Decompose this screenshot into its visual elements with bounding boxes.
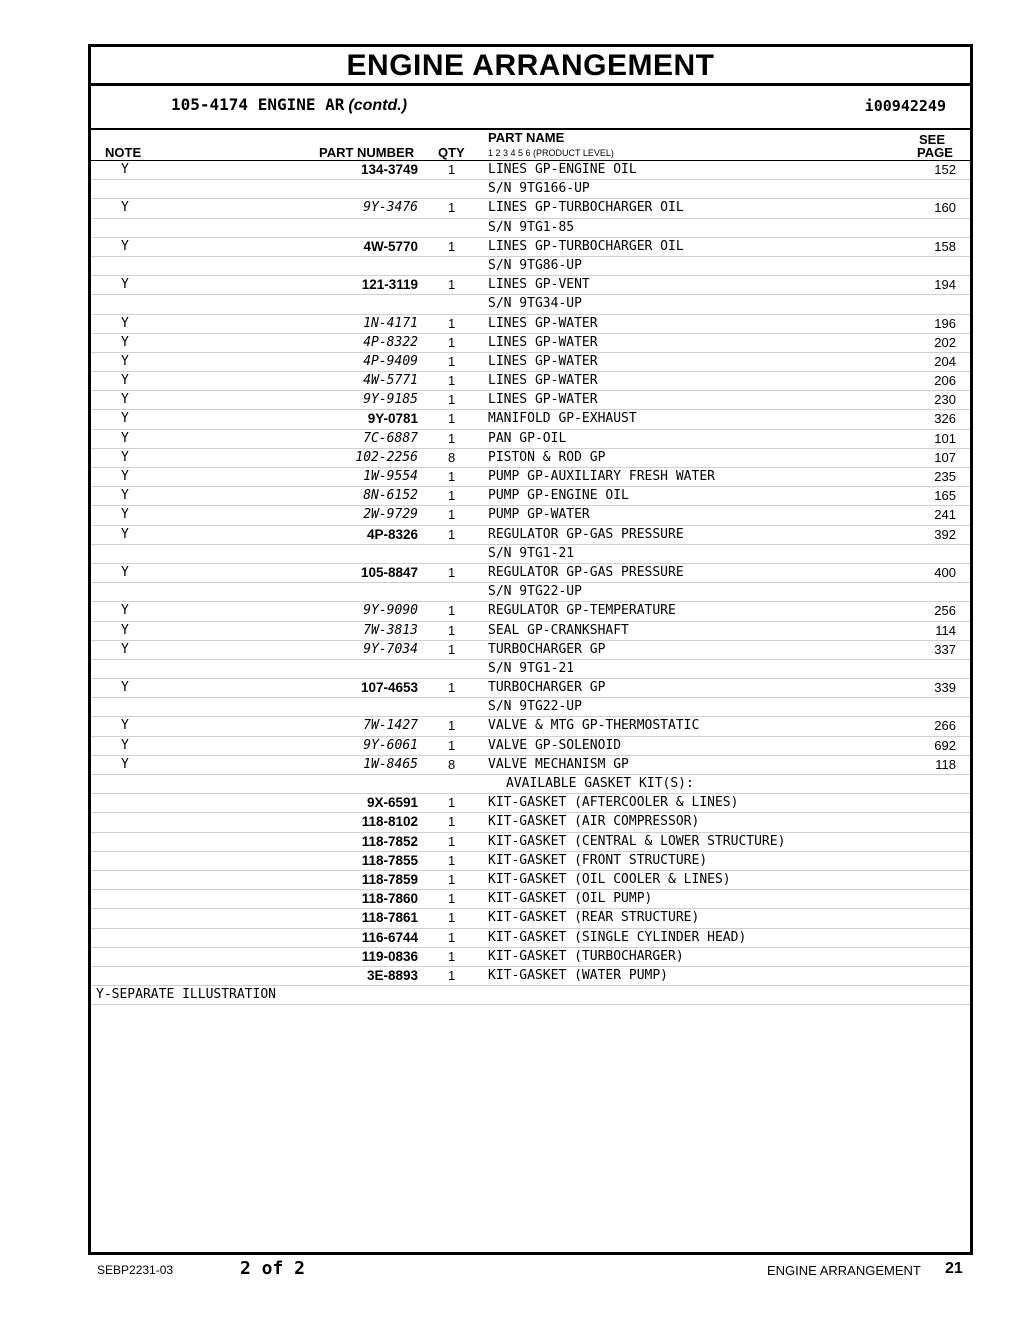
part-number-cell: 8N-6152 [363, 488, 418, 504]
part-number-cell: 118-7860 [361, 891, 418, 907]
part-number-cell: 118-8102 [361, 814, 418, 830]
table-row [91, 717, 970, 736]
part-number-cell: 9Y-7034 [363, 641, 418, 657]
qty-cell: 1 [448, 200, 456, 216]
table-row [91, 583, 970, 602]
table-row [91, 929, 970, 948]
group-title [171, 95, 407, 115]
note-cell: Y [121, 334, 129, 350]
part-name-cell: PUMP GP-ENGINE OIL [488, 488, 629, 504]
header-note: NOTE [105, 145, 142, 160]
qty-cell: 1 [448, 162, 456, 177]
table-row [91, 909, 970, 928]
table-row [91, 276, 970, 295]
part-name-cell: KIT-GASKET (AFTERCOOLER & LINES) [488, 795, 739, 811]
part-number-cell: 118-7859 [361, 871, 418, 887]
qty-cell: 1 [448, 603, 456, 619]
table-row [91, 967, 970, 986]
page-footer [0, 1258, 1020, 1282]
header-see: SEE [919, 132, 946, 147]
part-name-cell: REGULATOR GP-GAS PRESSURE [488, 526, 684, 542]
part-number-cell: 119-0836 [361, 948, 418, 964]
part-name-cell: SEAL GP-CRANKSHAFT [488, 622, 629, 638]
see-page-cell: 107 [934, 449, 956, 465]
qty-cell: 1 [448, 795, 456, 811]
see-page-cell: 230 [934, 392, 956, 408]
qty-cell: 1 [448, 718, 456, 734]
part-name-cell: TURBOCHARGER GP [488, 641, 606, 657]
part-number-cell: 7C-6887 [363, 430, 418, 446]
part-number-cell: 118-7855 [361, 852, 418, 868]
note-cell: Y [121, 622, 129, 638]
part-number-cell: 105-8847 [360, 564, 418, 580]
table-row [91, 852, 970, 871]
part-number-cell: 107-4653 [360, 680, 418, 696]
note-cell: Y [121, 526, 129, 542]
part-name-cell: KIT-GASKET (CENTRAL & LOWER STRUCTURE) [488, 833, 786, 849]
table-row [91, 430, 970, 449]
part-name-cell: VALVE MECHANISM GP [488, 756, 629, 772]
qty-cell: 1 [448, 238, 456, 254]
note-cell: Y [121, 718, 129, 734]
part-name-cell: VALVE GP-SOLENOID [488, 737, 622, 753]
see-page-cell: 326 [934, 411, 956, 427]
note-cell: Y [121, 238, 129, 254]
footer-section: ENGINE ARRANGEMENT [767, 1263, 921, 1278]
part-number-cell: 4P-8322 [363, 334, 418, 350]
header-part-name: PART NAME [488, 130, 565, 145]
part-name-cell: S/N 9TG86-UP [488, 257, 582, 273]
table-row [91, 794, 970, 813]
part-name-cell: TURBOCHARGER GP [488, 680, 606, 696]
part-number-cell: 121-3119 [361, 277, 418, 293]
part-number-cell: 9Y-6061 [363, 737, 418, 753]
table-row [91, 449, 970, 468]
part-name-cell: LINES GP-WATER [488, 353, 598, 369]
qty-cell: 1 [448, 967, 456, 983]
qty-cell: 1 [448, 641, 456, 657]
see-page-cell: 400 [934, 564, 956, 580]
note-cell: Y [121, 373, 129, 389]
part-name-cell: S/N 9TG1-21 [488, 660, 575, 676]
qty-cell: 1 [448, 891, 456, 907]
group-header [91, 86, 970, 130]
note-cell: Y [121, 737, 129, 753]
part-name-cell: PAN GP-OIL [488, 430, 567, 446]
part-name-cell: PUMP GP-AUXILIARY FRESH WATER [488, 469, 715, 484]
qty-cell: 1 [448, 622, 456, 638]
part-name-cell: LINES GP-WATER [488, 392, 598, 408]
see-page-cell: 118 [935, 756, 956, 772]
part-number-cell: 134-3749 [360, 162, 418, 177]
table-row [91, 660, 970, 679]
header-page: PAGE [917, 145, 953, 160]
qty-cell: 1 [448, 315, 456, 331]
qty-cell: 1 [448, 737, 456, 753]
see-page-cell: 158 [934, 238, 956, 254]
qty-cell: 8 [448, 449, 456, 465]
qty-cell: 1 [448, 430, 456, 446]
illustration-id: i00942249 [864, 97, 946, 115]
qty-cell: 1 [448, 507, 456, 523]
part-name-cell: KIT-GASKET (TURBOCHARGER) [488, 948, 684, 964]
part-name-cell: S/N 9TG22-UP [488, 584, 582, 600]
qty-cell: 1 [448, 277, 456, 293]
part-name-cell: MANIFOLD GP-EXHAUST [488, 411, 637, 427]
qty-cell: 1 [448, 680, 456, 696]
part-number-cell: 1W-9554 [363, 469, 418, 484]
header-product-level: 1 2 3 4 5 6 (PRODUCT LEVEL) [488, 148, 614, 158]
table-row [91, 948, 970, 967]
note-cell: Y [121, 756, 129, 772]
note-cell: Y [121, 277, 129, 293]
see-page-cell: 152 [934, 162, 956, 177]
part-number-cell: 118-7861 [361, 910, 418, 926]
part-name-cell: KIT-GASKET (OIL COOLER & LINES) [488, 871, 731, 887]
part-number-cell: 9Y-0781 [367, 411, 418, 427]
part-name-cell: LINES GP-TURBOCHARGER OIL [488, 238, 684, 254]
qty-cell: 1 [448, 564, 456, 580]
qty-cell: 1 [448, 334, 456, 350]
table-row [91, 161, 970, 180]
table-row [91, 871, 970, 890]
part-name-cell: KIT-GASKET (SINGLE CYLINDER HEAD) [488, 929, 747, 945]
qty-cell: 8 [448, 756, 456, 772]
note-cell: Y [121, 353, 129, 369]
qty-cell: 1 [448, 411, 456, 427]
table-row [91, 775, 970, 794]
qty-cell: 1 [448, 833, 456, 849]
part-name-cell: KIT-GASKET (WATER PUMP) [488, 967, 669, 983]
table-row [91, 199, 970, 218]
note-cell: Y [121, 315, 129, 331]
part-name-cell: LINES GP-TURBOCHARGER OIL [488, 200, 684, 216]
header-part-number: PART NUMBER [319, 145, 415, 160]
part-name-cell: KIT-GASKET (REAR STRUCTURE) [488, 910, 700, 926]
see-page-cell: 114 [935, 622, 956, 638]
qty-cell: 1 [448, 373, 456, 389]
part-number-cell: 9Y-3476 [363, 200, 418, 216]
table-row [91, 219, 970, 238]
see-page-cell: 101 [934, 430, 956, 446]
footer-doc-id: SEBP2231-03 [97, 1263, 174, 1277]
part-number-cell: 4P-9409 [363, 353, 418, 369]
see-page-cell: 202 [934, 334, 956, 350]
part-name-cell: LINES GP-WATER [488, 334, 598, 350]
group-contd: (contd.) [348, 97, 408, 114]
part-number-cell: 9X-6591 [366, 795, 418, 811]
note-cell: Y [121, 564, 129, 580]
table-row [91, 180, 970, 199]
table-row [91, 315, 970, 334]
footer-page-of: 2 of 2 [240, 1258, 306, 1279]
part-number-cell: 2W-9729 [363, 507, 418, 523]
part-number-cell: 7W-3813 [363, 622, 418, 638]
table-row [91, 833, 970, 852]
see-page-cell: 165 [934, 488, 956, 504]
part-name-cell: LINES GP-WATER [488, 373, 598, 389]
see-page-cell: 392 [934, 526, 956, 542]
see-page-cell: 256 [934, 603, 956, 619]
table-row [91, 813, 970, 832]
column-headers [91, 130, 970, 161]
part-number-cell: 4W-5771 [363, 373, 418, 389]
note-cell: Y [121, 469, 129, 484]
table-row [91, 526, 970, 545]
see-page-cell: 235 [934, 469, 956, 484]
see-page-cell: 160 [934, 200, 956, 216]
part-name-cell: KIT-GASKET (FRONT STRUCTURE) [488, 852, 708, 868]
part-name-cell: S/N 9TG166-UP [488, 181, 590, 197]
see-page-cell: 337 [934, 641, 956, 657]
table-row [91, 545, 970, 564]
see-page-cell: 194 [934, 277, 956, 293]
table-row [91, 391, 970, 410]
part-name-cell: KIT-GASKET (OIL PUMP) [488, 891, 653, 907]
see-page-cell: 266 [934, 718, 956, 734]
note-cell: Y [121, 411, 129, 427]
page-title: ENGINE ARRANGEMENT [91, 47, 970, 86]
table-row [91, 986, 970, 1005]
note-cell: Y [121, 488, 129, 504]
part-name-cell: S/N 9TG22-UP [488, 699, 582, 715]
header-qty: QTY [438, 145, 465, 160]
table-row [91, 698, 970, 717]
qty-cell: 1 [448, 353, 456, 369]
part-number-cell: 118-7852 [361, 833, 418, 849]
note-cell: Y [121, 200, 129, 216]
qty-cell: 1 [448, 392, 456, 408]
part-number-cell: 1W-8465 [363, 756, 418, 772]
group-number: 105-4174 ENGINE AR [171, 95, 345, 114]
part-name-cell: LINES GP-ENGINE OIL [488, 162, 637, 177]
qty-cell: 1 [448, 910, 456, 926]
note-cell: Y [121, 641, 129, 657]
table-row [91, 622, 970, 641]
qty-cell: 1 [448, 871, 456, 887]
see-page-cell: 206 [934, 373, 956, 389]
part-number-cell: 116-6744 [361, 929, 418, 945]
qty-cell: 1 [448, 526, 456, 542]
table-row [91, 468, 970, 487]
note-cell: Y [121, 507, 129, 523]
qty-cell: 1 [448, 469, 456, 484]
part-name-cell: PISTON & ROD GP [488, 449, 606, 465]
note-cell: Y [121, 392, 129, 408]
note-cell: Y [121, 680, 129, 696]
table-row [91, 410, 970, 429]
part-name-cell: PUMP GP-WATER [488, 507, 590, 523]
qty-cell: 1 [448, 948, 456, 964]
table-row [91, 602, 970, 621]
see-page-cell: 196 [934, 315, 956, 331]
qty-cell: 1 [448, 929, 456, 945]
part-number-cell: 4P-8326 [366, 526, 418, 542]
see-page-cell: 339 [934, 680, 956, 696]
table-row [91, 737, 970, 756]
part-name-cell: VALVE & MTG GP-THERMOSTATIC [488, 718, 700, 734]
table-row [91, 353, 970, 372]
table-row [91, 295, 970, 314]
note-cell: Y [121, 449, 129, 465]
parts-table-body [91, 161, 970, 1005]
table-row [91, 238, 970, 257]
qty-cell: 1 [448, 852, 456, 868]
table-row [91, 334, 970, 353]
part-number-cell: 9Y-9185 [363, 392, 418, 408]
qty-cell: 1 [448, 814, 456, 830]
part-name-cell: LINES GP-VENT [488, 277, 590, 293]
part-number-cell: 1N-4171 [363, 315, 418, 331]
note-cell: Y [121, 430, 129, 446]
table-row [91, 506, 970, 525]
part-name-cell: REGULATOR GP-GAS PRESSURE [488, 564, 684, 580]
part-name-cell: S/N 9TG1-21 [488, 545, 575, 561]
table-row [91, 564, 970, 583]
see-page-cell: 241 [934, 507, 956, 523]
table-row [91, 890, 970, 909]
table-row [91, 257, 970, 276]
part-number-cell: 9Y-9090 [363, 603, 418, 619]
part-name-cell: AVAILABLE GASKET KIT(S): [506, 776, 694, 791]
table-row [91, 756, 970, 775]
part-number-cell: 3E-8893 [366, 967, 418, 983]
parts-list-frame [88, 44, 973, 1255]
qty-cell: 1 [448, 488, 456, 504]
note-cell: Y [121, 162, 129, 177]
see-page-cell: 204 [934, 353, 956, 369]
part-name-cell: KIT-GASKET (AIR COMPRESSOR) [488, 814, 700, 830]
note-cell: Y [121, 603, 129, 619]
part-number-cell: 4W-5770 [363, 238, 418, 254]
part-name-cell: S/N 9TG34-UP [488, 296, 582, 312]
see-page-cell: 692 [934, 737, 956, 753]
part-number-cell: 102-2256 [355, 449, 418, 465]
table-row [91, 372, 970, 391]
table-row [91, 679, 970, 698]
part-name-cell: LINES GP-WATER [488, 315, 598, 331]
table-row [91, 641, 970, 660]
footer-page-number: 21 [945, 1260, 963, 1277]
part-name-cell: S/N 9TG1-85 [488, 219, 575, 235]
note-cell: Y-SEPARATE ILLUSTRATION [96, 987, 277, 1003]
part-number-cell: 7W-1427 [363, 718, 418, 734]
table-row [91, 487, 970, 506]
part-name-cell: REGULATOR GP-TEMPERATURE [488, 603, 676, 619]
